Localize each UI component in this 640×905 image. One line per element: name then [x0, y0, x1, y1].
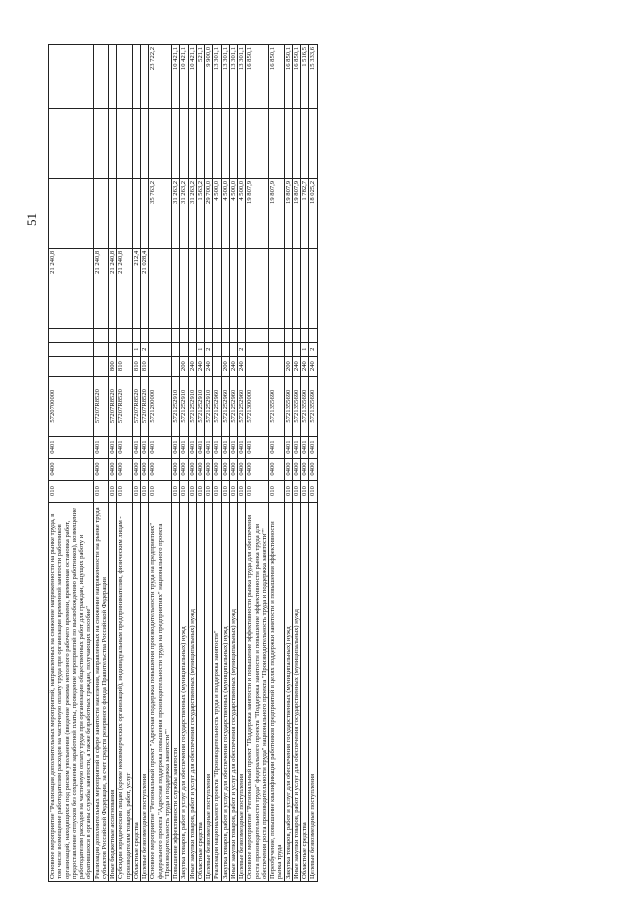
cell-subsection-code: 0401 — [269, 436, 285, 458]
cell-amount-4: 16 850,1 — [246, 45, 269, 109]
cell-amount-3 — [109, 109, 117, 179]
cell-amount-2 — [132, 178, 140, 248]
cell-subsection-code: 0401 — [109, 436, 117, 458]
cell-section-code: 0400 — [109, 458, 117, 480]
cell-section-code: 0400 — [284, 458, 292, 480]
cell-section-code: 0400 — [188, 458, 196, 480]
cell-target-code: 57207R8520 — [109, 376, 117, 436]
table-row — [188, 45, 196, 882]
cell-extra-code — [238, 328, 246, 342]
cell-amount-1 — [246, 248, 269, 328]
cell-subsection-code: 0401 — [229, 436, 237, 458]
table-body — [49, 45, 318, 882]
cell-subsection-code: 0401 — [246, 436, 269, 458]
row-name: Повышение эффективности службы занятости — [172, 502, 180, 881]
cell-section-code: 0400 — [141, 458, 149, 480]
table-row — [238, 45, 246, 882]
cell-section-code: 0400 — [229, 458, 237, 480]
cell-expense-type: 810 — [117, 356, 133, 376]
cell-subsection-code: 0401 — [221, 436, 229, 458]
cell-amount-3 — [117, 109, 133, 179]
cell-amount-2: 19 807,9 — [269, 178, 285, 248]
cell-amount-1: 21 028,4 — [141, 248, 149, 328]
cell-subsection-code: 0401 — [188, 436, 196, 458]
table-row — [221, 45, 229, 882]
cell-amount-1 — [238, 248, 246, 328]
budget-table-container — [48, 44, 596, 882]
cell-expense-type: 810 — [132, 356, 140, 376]
cell-subsection-code: 0401 — [117, 436, 133, 458]
cell-expense-type: 240 — [196, 356, 204, 376]
cell-expense-type — [269, 356, 285, 376]
cell-section-code: 0400 — [301, 458, 309, 480]
cell-section-code: 0400 — [172, 458, 180, 480]
cell-ministry-code: 010 — [301, 480, 309, 502]
cell-extra-code — [205, 328, 213, 342]
cell-extra-code — [93, 328, 109, 342]
cell-ministry-code: 010 — [141, 480, 149, 502]
cell-expense-type: 200 — [180, 356, 188, 376]
cell-subsection-code: 0401 — [196, 436, 204, 458]
cell-amount-2: 31 263,2 — [180, 178, 188, 248]
cell-subsection-code: 0401 — [284, 436, 292, 458]
cell-source-code: 2 — [238, 342, 246, 356]
cell-subsection-code: 0401 — [238, 436, 246, 458]
cell-amount-1: 21 240,8 — [49, 248, 94, 328]
cell-amount-1: 21 240,8 — [93, 248, 109, 328]
cell-ministry-code: 010 — [132, 480, 140, 502]
cell-target-code: 5721355690 — [301, 376, 309, 436]
cell-ministry-code: 010 — [284, 480, 292, 502]
cell-subsection-code: 0401 — [180, 436, 188, 458]
cell-source-code: 1 — [196, 342, 204, 356]
row-name: Основное мероприятие "Региональный проект "Поддержка занятости и повышение эффективности рынка труда для обеспечения роста производительности труда" федерального проекта "Поддержка занятости и повышение эффективности рынка труда для обеспечения роста производительности труда" национального проекта "Производительность труда и поддержка занятости"" — [246, 502, 269, 881]
cell-amount-2 — [109, 178, 117, 248]
cell-amount-4: 13 301,1 — [229, 45, 237, 109]
cell-ministry-code: 010 — [172, 480, 180, 502]
cell-amount-4: 10 421,1 — [172, 45, 180, 109]
cell-target-code: 57207R8520 — [117, 376, 133, 436]
cell-ministry-code: 010 — [238, 480, 246, 502]
cell-amount-1 — [172, 248, 180, 328]
cell-subsection-code: 0401 — [292, 436, 300, 458]
cell-ministry-code: 010 — [205, 480, 213, 502]
cell-extra-code — [132, 328, 140, 342]
cell-expense-type — [93, 356, 109, 376]
cell-section-code: 0400 — [205, 458, 213, 480]
table-row — [269, 45, 285, 882]
cell-amount-3 — [292, 109, 300, 179]
cell-amount-2 — [117, 178, 133, 248]
cell-section-code: 0400 — [180, 458, 188, 480]
cell-target-code: 5721252960 — [238, 376, 246, 436]
cell-section-code: 0400 — [213, 458, 221, 480]
cell-amount-1 — [196, 248, 204, 328]
cell-amount-4 — [109, 45, 117, 109]
cell-amount-4: 9 900,0 — [205, 45, 213, 109]
cell-subsection-code: 0401 — [309, 436, 317, 458]
cell-ministry-code: 010 — [269, 480, 285, 502]
cell-amount-4: 1 516,5 — [301, 45, 309, 109]
cell-subsection-code: 0401 — [141, 436, 149, 458]
cell-amount-3 — [205, 109, 213, 179]
cell-section-code: 0400 — [246, 458, 269, 480]
table-row — [117, 45, 133, 882]
cell-subsection-code: 0401 — [132, 436, 140, 458]
cell-amount-3 — [301, 109, 309, 179]
cell-extra-code — [149, 328, 172, 342]
row-name: Субсидии юридическим лицам (кроме некоммерческих организаций), индивидуальным предпринимателям, физическим лицам - производителям товаров, работ, услуг — [117, 502, 133, 881]
cell-source-code: 1 — [301, 342, 309, 356]
cell-expense-type: 240 — [229, 356, 237, 376]
cell-source-code: 2 — [205, 342, 213, 356]
cell-amount-1 — [188, 248, 196, 328]
cell-subsection-code: 0401 — [93, 436, 109, 458]
cell-expense-type: 240 — [188, 356, 196, 376]
cell-amount-2: 4 500,0 — [238, 178, 246, 248]
cell-extra-code — [229, 328, 237, 342]
budget-table — [48, 44, 318, 882]
cell-extra-code — [301, 328, 309, 342]
cell-amount-2: 31 263,2 — [172, 178, 180, 248]
cell-source-code — [188, 342, 196, 356]
cell-section-code: 0400 — [238, 458, 246, 480]
cell-subsection-code: 0401 — [213, 436, 221, 458]
cell-extra-code — [141, 328, 149, 342]
cell-source-code — [269, 342, 285, 356]
cell-amount-4: 16 850,1 — [292, 45, 300, 109]
cell-amount-1 — [292, 248, 300, 328]
cell-section-code: 0400 — [292, 458, 300, 480]
cell-amount-2: 4 500,0 — [221, 178, 229, 248]
cell-section-code: 0400 — [196, 458, 204, 480]
cell-source-code — [172, 342, 180, 356]
row-name: Иные закупки товаров, работ и услуг для обеспечения государственных (муниципальных) нужд — [188, 502, 196, 881]
table-row — [149, 45, 172, 882]
cell-expense-type: 200 — [221, 356, 229, 376]
cell-section-code: 0400 — [49, 458, 94, 480]
cell-target-code: 5721252910 — [188, 376, 196, 436]
cell-amount-2: 19 807,9 — [292, 178, 300, 248]
table-row — [301, 45, 309, 882]
cell-amount-2: 18 025,2 — [309, 178, 317, 248]
table-row — [213, 45, 221, 882]
cell-ministry-code: 010 — [309, 480, 317, 502]
cell-amount-2: 35 763,2 — [149, 178, 172, 248]
cell-ministry-code: 010 — [188, 480, 196, 502]
table-row — [141, 45, 149, 882]
cell-amount-2 — [49, 178, 94, 248]
cell-extra-code — [117, 328, 133, 342]
cell-section-code: 0400 — [132, 458, 140, 480]
cell-amount-1 — [284, 248, 292, 328]
cell-amount-4: 10 421,1 — [180, 45, 188, 109]
cell-amount-2: 19 807,9 — [284, 178, 292, 248]
cell-expense-type: 200 — [284, 356, 292, 376]
cell-ministry-code: 010 — [196, 480, 204, 502]
cell-amount-3 — [141, 109, 149, 179]
row-name: Закупка товаров, работ и услуг для обеспечения государственных (муниципальных) нужд — [180, 502, 188, 881]
cell-amount-2: 4 500,0 — [229, 178, 237, 248]
cell-amount-1 — [269, 248, 285, 328]
cell-subsection-code: 0401 — [49, 436, 94, 458]
cell-amount-4 — [141, 45, 149, 109]
cell-amount-3 — [149, 109, 172, 179]
cell-target-code: 57207R8520 — [132, 376, 140, 436]
cell-expense-type: 800 — [109, 356, 117, 376]
cell-target-code: 5721252910 — [205, 376, 213, 436]
row-name: Переобучение, повышение квалификации работников предприятий в целях поддержки занятости и повышения эффективности рынка труда — [269, 502, 285, 881]
cell-expense-type — [246, 356, 269, 376]
cell-ministry-code: 010 — [221, 480, 229, 502]
cell-source-code — [93, 342, 109, 356]
cell-amount-2: 29 700,0 — [205, 178, 213, 248]
cell-amount-1 — [149, 248, 172, 328]
cell-section-code: 0400 — [149, 458, 172, 480]
cell-expense-type: 240 — [238, 356, 246, 376]
cell-ministry-code: 010 — [49, 480, 94, 502]
cell-amount-3 — [196, 109, 204, 179]
cell-source-code — [117, 342, 133, 356]
table-row — [229, 45, 237, 882]
cell-extra-code — [109, 328, 117, 342]
cell-source-code: 2 — [141, 342, 149, 356]
cell-amount-3 — [229, 109, 237, 179]
cell-amount-1 — [309, 248, 317, 328]
row-name: Иные бюджетные ассигнования — [109, 502, 117, 881]
cell-expense-type: 240 — [292, 356, 300, 376]
cell-subsection-code: 0401 — [172, 436, 180, 458]
cell-ministry-code: 010 — [229, 480, 237, 502]
cell-target-code: 57207R8520 — [93, 376, 109, 436]
row-name: Реализация дополнительных мероприятий в сфере занятости населения, направленных на снижение напряженности на рынке труда субъектов Российской Федерации, за счет средств резервного фонда Правительства Российской Федерации — [93, 502, 109, 881]
row-name: Целевые безвозмездные поступления — [141, 502, 149, 881]
cell-target-code: 5721252910 — [196, 376, 204, 436]
cell-amount-2: 19 807,9 — [246, 178, 269, 248]
cell-source-code: 2 — [309, 342, 317, 356]
cell-target-code: 5721355690 — [292, 376, 300, 436]
cell-ministry-code: 010 — [180, 480, 188, 502]
row-name: Реализация национального проекта "Производительность труда и поддержка занятости" — [213, 502, 221, 881]
row-name: Областные средства — [301, 502, 309, 881]
cell-source-code — [229, 342, 237, 356]
cell-extra-code — [246, 328, 269, 342]
cell-extra-code — [196, 328, 204, 342]
cell-subsection-code: 0401 — [149, 436, 172, 458]
cell-target-code: 5721252960 — [221, 376, 229, 436]
table-row — [132, 45, 140, 882]
cell-amount-3 — [132, 109, 140, 179]
cell-amount-4: 13 301,1 — [221, 45, 229, 109]
row-name: Областные средства — [132, 502, 140, 881]
cell-amount-1: 21 240,8 — [109, 248, 117, 328]
page-number: 51 — [24, 213, 39, 226]
cell-target-code: 5721252910 — [180, 376, 188, 436]
cell-expense-type: 240 — [309, 356, 317, 376]
cell-extra-code — [180, 328, 188, 342]
cell-target-code: 5721252910 — [172, 376, 180, 436]
cell-amount-2: 1 782,7 — [301, 178, 309, 248]
row-name: Основное мероприятие "Реализация дополнительных мероприятий, направленных на снижение напряженности на рынке труда, в том числе возмещение работодателям расходов на частичную оплату труда при организации временной занятости работников организаций, находящихся под риском увольнения (введение режима неполного рабочего времени, временная остановка работ, предоставление отпусков без сохранения заработной платы, проведение мероприятий по высвобождению работников), возмещение работодателям расходов на частичную оплату труда при организации общественных работ для граждан, ищущих работу и обратившихся в органы службы занятости, а также безработных граждан, получающих пособие" — [49, 502, 94, 881]
table-row — [205, 45, 213, 882]
cell-extra-code — [284, 328, 292, 342]
cell-target-code: 5721200000 — [149, 376, 172, 436]
cell-amount-1 — [205, 248, 213, 328]
table-row — [246, 45, 269, 882]
table-row — [284, 45, 292, 882]
cell-expense-type: 240 — [205, 356, 213, 376]
cell-section-code: 0400 — [309, 458, 317, 480]
cell-amount-4: 10 421,1 — [188, 45, 196, 109]
row-name: Иные закупки товаров, работ и услуг для обеспечения государственных (муниципальных) нужд — [292, 502, 300, 881]
cell-amount-1: 21 240,8 — [117, 248, 133, 328]
table-row — [180, 45, 188, 882]
cell-subsection-code: 0401 — [301, 436, 309, 458]
cell-target-code: 57207R8520 — [141, 376, 149, 436]
cell-amount-4: 13 301,1 — [213, 45, 221, 109]
row-name: Целевые безвозмездные поступления — [309, 502, 317, 881]
cell-amount-3 — [188, 109, 196, 179]
cell-expense-type — [213, 356, 221, 376]
cell-subsection-code: 0401 — [205, 436, 213, 458]
cell-amount-1 — [180, 248, 188, 328]
cell-expense-type: 240 — [301, 356, 309, 376]
cell-amount-4: 13 301,1 — [238, 45, 246, 109]
cell-amount-2: 31 263,2 — [188, 178, 196, 248]
cell-source-code — [292, 342, 300, 356]
cell-amount-1 — [301, 248, 309, 328]
cell-source-code — [49, 342, 94, 356]
cell-amount-3 — [238, 109, 246, 179]
cell-expense-type: 810 — [141, 356, 149, 376]
row-name: Целевые безвозмездные поступления — [205, 502, 213, 881]
cell-target-code: 5720700000 — [49, 376, 94, 436]
cell-amount-1 — [229, 248, 237, 328]
cell-extra-code — [49, 328, 94, 342]
table-row — [196, 45, 204, 882]
cell-extra-code — [188, 328, 196, 342]
cell-source-code — [246, 342, 269, 356]
cell-amount-1: 212,4 — [132, 248, 140, 328]
cell-amount-2: 4 500,0 — [213, 178, 221, 248]
table-row — [49, 45, 94, 882]
cell-amount-1 — [213, 248, 221, 328]
cell-section-code: 0400 — [93, 458, 109, 480]
cell-extra-code — [269, 328, 285, 342]
cell-amount-4: 521,1 — [196, 45, 204, 109]
cell-target-code: 5721252960 — [229, 376, 237, 436]
cell-amount-3 — [49, 109, 94, 179]
cell-expense-type — [49, 356, 94, 376]
cell-amount-3 — [246, 109, 269, 179]
cell-source-code — [221, 342, 229, 356]
cell-ministry-code: 010 — [149, 480, 172, 502]
cell-target-code: 5721355690 — [309, 376, 317, 436]
cell-amount-3 — [213, 109, 221, 179]
cell-amount-3 — [284, 109, 292, 179]
cell-section-code: 0400 — [221, 458, 229, 480]
cell-amount-3 — [269, 109, 285, 179]
table-row — [93, 45, 109, 882]
cell-amount-4 — [117, 45, 133, 109]
cell-amount-4: 23 722,2 — [149, 45, 172, 109]
cell-amount-4: 16 850,1 — [269, 45, 285, 109]
cell-amount-3 — [172, 109, 180, 179]
cell-ministry-code: 010 — [109, 480, 117, 502]
cell-ministry-code: 010 — [292, 480, 300, 502]
cell-amount-3 — [180, 109, 188, 179]
cell-ministry-code: 010 — [246, 480, 269, 502]
row-name: Основное мероприятие "Региональный проект "Адресная поддержка повышения производительности труда на предприятиях" федерального проекта "Адресная поддержка повышения производительности труда на предприятиях" национального проекта "Производительность труда и поддержка занятости"" — [149, 502, 172, 881]
cell-source-code — [180, 342, 188, 356]
cell-ministry-code: 010 — [93, 480, 109, 502]
table-row — [292, 45, 300, 882]
row-name: Закупка товаров, работ и услуг для обеспечения государственных (муниципальных) нужд — [221, 502, 229, 881]
cell-amount-2: 1 563,2 — [196, 178, 204, 248]
cell-extra-code — [292, 328, 300, 342]
cell-target-code: 5721355690 — [269, 376, 285, 436]
cell-extra-code — [172, 328, 180, 342]
cell-amount-2 — [93, 178, 109, 248]
cell-expense-type — [172, 356, 180, 376]
cell-extra-code — [309, 328, 317, 342]
cell-target-code: 5721252960 — [213, 376, 221, 436]
cell-amount-2 — [141, 178, 149, 248]
row-name: Целевые безвозмездные поступления — [238, 502, 246, 881]
cell-amount-1 — [221, 248, 229, 328]
cell-extra-code — [213, 328, 221, 342]
cell-source-code — [213, 342, 221, 356]
cell-extra-code — [221, 328, 229, 342]
cell-amount-4 — [49, 45, 94, 109]
cell-amount-4: 16 850,1 — [284, 45, 292, 109]
cell-amount-4 — [93, 45, 109, 109]
table-row — [109, 45, 117, 882]
row-name: Иные закупки товаров, работ и услуг для обеспечения государственных (муниципальных) нужд — [229, 502, 237, 881]
cell-amount-4 — [132, 45, 140, 109]
cell-source-code: 1 — [132, 342, 140, 356]
cell-amount-3 — [309, 109, 317, 179]
cell-target-code: 5721355690 — [284, 376, 292, 436]
cell-target-code: 5721300000 — [246, 376, 269, 436]
cell-source-code — [284, 342, 292, 356]
cell-source-code — [149, 342, 172, 356]
row-name: Областные средства — [196, 502, 204, 881]
cell-section-code: 0400 — [269, 458, 285, 480]
cell-source-code — [109, 342, 117, 356]
cell-expense-type — [149, 356, 172, 376]
cell-amount-3 — [93, 109, 109, 179]
table-row — [172, 45, 180, 882]
cell-amount-3 — [221, 109, 229, 179]
table-row — [309, 45, 317, 882]
cell-amount-4: 15 333,6 — [309, 45, 317, 109]
cell-ministry-code: 010 — [213, 480, 221, 502]
row-name: Закупка товаров, работ и услуг для обеспечения государственных (муниципальных) нужд — [284, 502, 292, 881]
cell-ministry-code: 010 — [117, 480, 133, 502]
cell-section-code: 0400 — [117, 458, 133, 480]
